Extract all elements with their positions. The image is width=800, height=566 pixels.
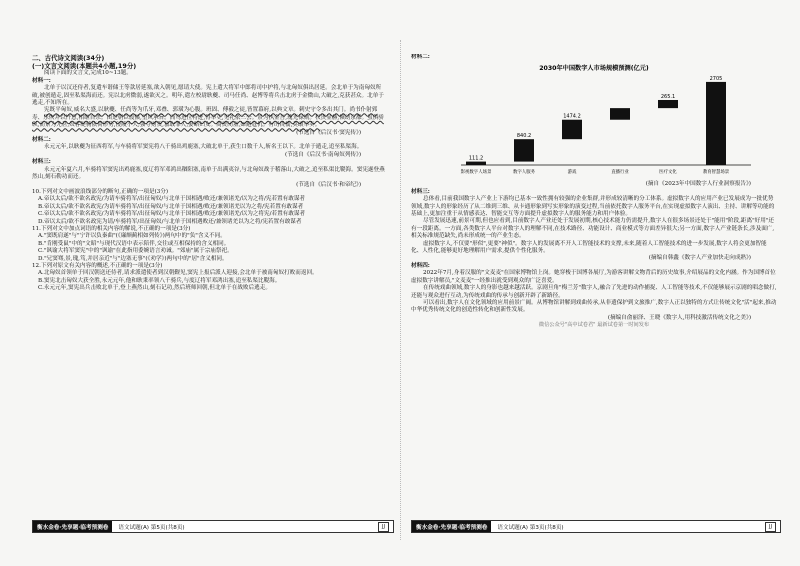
material3-paragraph: 尽管发展迅速,前景可期,但也应看到,目前数字人产业还处于发展初期,核心技术能力仍需提升,数字人在很多场景还处于"能用"阶段,距离"好用"还有一段距离。一方面,各类数字人平台对数字人的理解不同,在技术路径、功能设计、商业模式等方面差异很大;另一方面,数字人产业链条长,涉及面广,相关标准规范缺失,尚未形成统一的产业生态。 [411, 218, 775, 240]
market-size-chart [411, 61, 777, 181]
chart-title: 2030年中国数字人市场规模预测(亿元) [539, 65, 649, 73]
material3-source: (摘编自韩鑫《数字人产业加快走向成熟》) [648, 255, 751, 262]
material1-paragraph: 宪既平匈奴,威名大盛,以耿夔、任尚等为爪牙,邓叠、郭璜为心腹。班固、傅毅之徒,皆置幕府,以典文章。刺史守令多出其门。尚书仆射郅寿、乐恢并以忤意,相继自杀。由是朝臣震慑,望风承旨。而笃进位特进,得举吏,见礼依三公。景为执金吾,瑰光禄勋。权贵显赫,倾动京都。虽俱骄纵,而景为尤甚,奴客缇骑依倚形势,侵陵小人,强夺财货,篡取罪人,妻略妇女。商贾闭塞,如避寇仇。有司畏懦,莫敢举奏。 [32, 107, 384, 129]
chart-source: (摘自《2023年中国数字人行业洞察报告》) [645, 181, 751, 188]
watermark: 微信公众号"高中试卷君" 最新试卷第一时间发布 [538, 322, 650, 329]
instructions: 阅读下面的文言文,完成10~13题。 [44, 70, 132, 77]
material1-label: 材料一: [32, 77, 51, 84]
category-label: 医疗文化 [659, 170, 677, 176]
section-title: 二、古代诗文阅读(34分) [32, 54, 105, 62]
q10-option: C.帝以太后/欲不欲名政宪/为请车骑将军/出征匈奴/与北单于国相遇/败还/兼领诸羌/以为之将宪/若置有敢谋者 [38, 211, 306, 218]
value-label-group [469, 76, 723, 162]
chart-bar [610, 109, 630, 121]
left-footer [32, 520, 394, 533]
chart-container [411, 61, 777, 181]
category-label: 数字人服务 [513, 170, 535, 176]
question-11: 11.下列对文中加点词语的相关内容的解说,不正确的一项是(3分) [32, 225, 191, 232]
question-10: 10.下列对文中画波浪线部分的断句,正确的一项是(3分) [32, 188, 169, 195]
material1-source: (节选自《后汉书·窦宪传》) [296, 129, 361, 136]
q11-option: D."兄窦骞,景,瑰,笃,并居亲近"与"边塞无事"(《劝学》)两句中的"居"含义相同。 [38, 255, 228, 262]
footer-brand: 衡水金卷·先享题·临考预测卷 [33, 521, 112, 532]
chart-bar [514, 140, 534, 162]
column-divider [400, 40, 401, 540]
footer-box: JJ [765, 522, 776, 532]
footer-page-number: 语文试题(A) 第3页(共8页) [497, 524, 564, 531]
material4-paragraph: 2022年7月,身着汉服的"文麦麦"在国家博物馆上岗。她穿梭于国博各展厅,为游客讲解文物背后的历史故事,介绍展品的文化内涵。作为国博首位虚拟数字讲解员,"文麦麦"一经推出就受到观众的广泛喜爱。 [411, 270, 776, 284]
footer-page-number: 语文试题(A) 第5页(共8页) [118, 524, 185, 531]
bar-value-label: 111.2 [468, 155, 484, 162]
material4-paragraph: 在传统戏曲领域,数字人的身影也越来越活跃。京剧旦角"梅兰芳"数字人,融合了先进的动作捕捉、人工智能等技术,不仅能够展示京剧的唱念做打,还能与观众进行互动,为传统戏曲的传承与创新开辟了新路径。 [411, 285, 777, 299]
material4-source: (摘编自俞丽泽、王晓《数字人,用科技激活传统文化之美》) [607, 314, 751, 321]
material3-paragraph: 总体看,目前我国数字人产业上下游均已基本一致性拥有较强的企业集群,并形成较清晰的分工体系。虚拟数字人的应用产业已发展成为一批优势领域,数字人的形象经历了从二维到三维、从卡通形象到写实形象的演变过程,当前依托数字人服务平台,在实现虚拟数字人演出、主持、讲解等功能的基础上,更加注重于从情感表达、智能交互等方面提升虚拟数字人的服务能力和用户体验。 [411, 196, 775, 218]
material3-paragraph: 虚拟数字人,不仅要"形似",更要"神似"。数字人的发展离不开人工智能技术的支撑,未来,随着人工智能技术的进一步发展,数字人将会更加智能化、人性化,能够更好地理解用户需求,提供个性化服务。 [411, 240, 767, 255]
material3-label: 材料三: [32, 159, 51, 166]
q12-option: B.窦宪北击匈奴大获全胜,永元元年,他和耿秉率领八千骑兵,与度辽将军邓鸿出塞,追至私渠比鞮海。 [38, 277, 281, 284]
chart-bar [562, 120, 582, 139]
chart-bar [658, 100, 678, 108]
material2-source: (节选自《后汉书·南匈奴列传》) [284, 151, 361, 158]
right-column [411, 54, 777, 514]
footer-box: JJ [378, 522, 389, 532]
material4-label: 材料四: [411, 262, 430, 269]
q11-option: B."肯刚受鼠"中的"文昭"与现代汉语中表示陪伴,交往或互相保持的含义相同。 [38, 240, 230, 247]
chart-bar [706, 82, 726, 165]
category-label: 游戏 [567, 170, 577, 176]
right-footer [411, 520, 781, 533]
bar-group [466, 82, 726, 165]
material3-text: 永元元年夏六月,车骑将军窦宪出鸡鹿塞,度辽将军邓鸿出稒阳塞,南单于出满夷谷,与北匈奴战于稽落山,大破之,追至私渠比鞮海。窦宪遂登燕然山,刻石勒功而还。 [32, 166, 385, 181]
subsection-title: (一)文言文阅读(本题共4小题,19分) [32, 62, 137, 71]
material2-label: 材料二: [411, 54, 430, 60]
material3-label: 材料三: [411, 188, 430, 195]
footer-brand: 衡水金卷·先享题·临考预测卷 [412, 521, 491, 532]
material4-paragraph: 可以看出,数字人在文化领域的应用前景广阔。从博物馆讲解到戏曲传承,从非遗保护到文旅推广,数字人正以独特的方式让传统文化"活"起来,推动中华优秀传统文化的创造性转化和创新性发展。 [411, 299, 777, 314]
question-12: 12.下列对原文有关内容的概述,不正确的一项是(3分) [32, 262, 163, 269]
q11-option: A."窦既肩遂"与"宁许以负秦曲"(《廉颇蔺相如列传》)两句中的"负"含义不同。 [38, 233, 226, 240]
q11-option: C."讽谕大将军窦宪"中的"讽谕"在此指用委婉语言劝诫。"郊庙"属于宗庙祭祀。 [38, 248, 233, 255]
category-label: 影视数字人场景 [460, 170, 492, 176]
left-column [32, 54, 387, 514]
q12-option: A.北匈奴首领单于回汉朝送还侍者,请求派遣使者到汉朝觐见,窦宪上报后派人迎接,会北单于被南匈奴打败而返回。 [38, 270, 318, 277]
material2-label: 材料二: [32, 137, 51, 144]
q10-option: A.帝以太后/欲不欲名政宪/为请车骑将军/出征匈奴/与北单于国相遇/败还/兼领诸羌/以为之将/宪若置有敢谋者 [38, 196, 306, 203]
category-label: 教育智慧场景 [702, 170, 730, 176]
q10-option: D.帝以太后/欲不欲名政宪为请/车骑将军/出征匈奴/与北单于国相遇败还/兼领诸羌以为之将/宪若置有敢谋者 [38, 218, 302, 225]
chart-bar [466, 162, 486, 165]
bar-value-label: 840.2 [516, 133, 532, 140]
category-label-group [461, 168, 730, 175]
category-label: 直播行业 [611, 170, 629, 176]
bar-value-label: 1474.2 [563, 114, 581, 121]
bar-value-label: 2705 [709, 76, 723, 83]
material2-text: 永元元年,以耿夔为征西将军,与车骑将军窦宪将八千骑出鸡鹿塞,大破北单于,获生口数千人,斩名王以下。北单于遁走,追至私渠海。 [44, 144, 363, 151]
material3-source: (节选自《后汉书·和帝纪》) [296, 181, 361, 188]
material1-paragraph: 北单于以汉还侍者,复遣车谐储王等款居延塞,欲入朝见,愿请大使。宪上遣大将军中郎将司中护将,与北匈奴俱出居延。会北单于为南匈奴所破,被创遁走,固至私渠海而还。宪以北虏微弱,遂欲灭之。明年,遣左校尉耿夔、司马任尚、赵博等将兵击北虏于金微山,大破之,克获甚众。北单于逃走,不知所在。 [32, 85, 384, 107]
q10-option: B.帝以太后/欲不欲名政宪/为请车骑将军/出征匈奴/与北单于国相遇/败还/兼领诸羌以为之将/宪若置有敢谋者 [38, 203, 304, 210]
q12-option: C.永元元年,窦宪出兵击败北单于,登上燕然山,刻石记功,然后班师回朝,但北单于在战败后逃走。 [38, 285, 271, 292]
bar-value-label: 265.1 [660, 94, 676, 101]
